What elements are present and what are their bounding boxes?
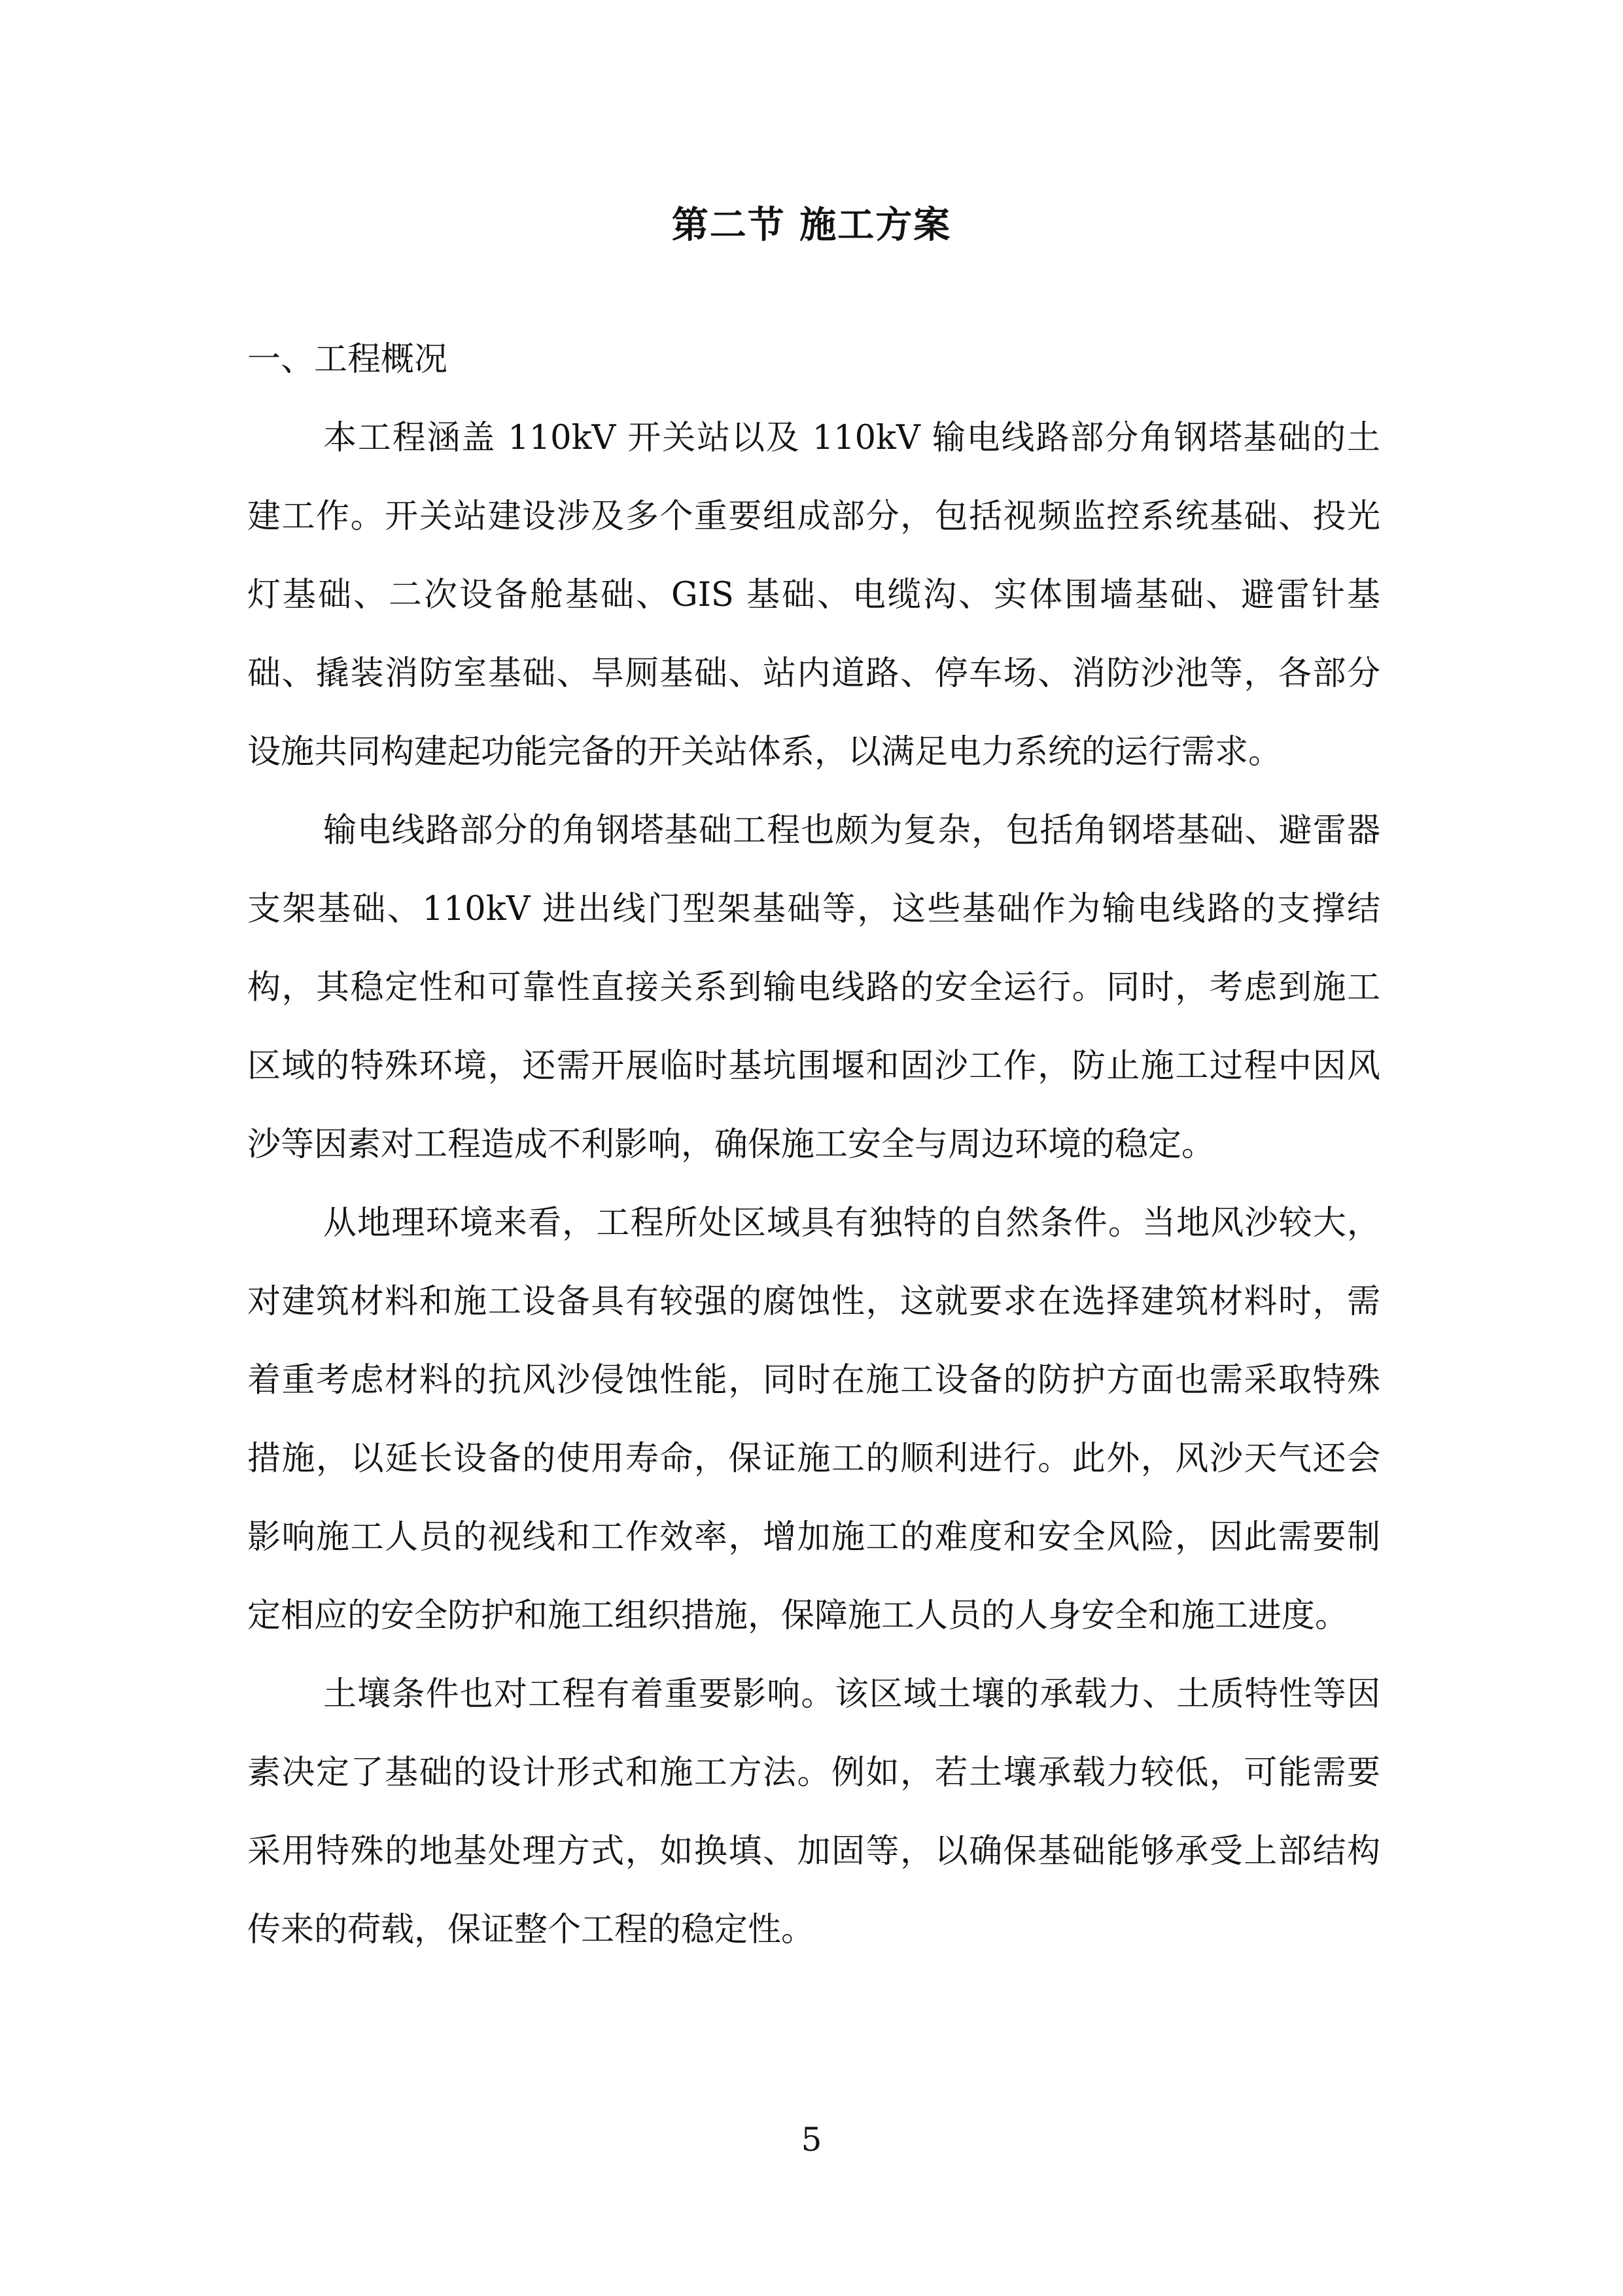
paragraph-soil-conditions: 土壤条件也对工程有着重要影响。该区域土壤的承载力、土质特性等因素决定了基础的设计形式和施工方法。例如，若土壤承载力较低，可能需要采用特殊的地基处理方式，如换填、加固等，以确保基础能够承受上部结构传来的荷载，保证整个工程的稳定性。 xyxy=(247,1675,1380,1949)
paragraph-project-scope: 本工程涵盖 110kV 开关站以及 110kV 输电线路部分角钢塔基础的土建工作。开关站建设涉及多个重要组成部分，包括视频监控系统基础、投光灯基础、二次设备舱基础、GIS 基础、电缆沟、实体围墙基础、避雷针基础、撬装消防室基础、旱厕基础、站内道路、停车场、消防沙池等，各部分设施共同构建起功能完备的开关站体系，以满足电力系统的运行需求。 xyxy=(247,419,1380,771)
section-heading: 一、工程概况 xyxy=(247,340,448,379)
document-body xyxy=(247,321,1380,1969)
paragraph-geography: 从地理环境来看，工程所处区域具有独特的自然条件。当地风沙较大，对建筑材料和施工设备具有较强的腐蚀性，这就要求在选择建筑材料时，需着重考虑材料的抗风沙侵蚀性能，同时在施工设备的防护方面也需采取特殊措施，以延长设备的使用寿命，保证施工的顺利进行。此外，风沙天气还会影响施工人员的视线和工作效率，增加施工的难度和安全风险，因此需要制定相应的安全防护和施工组织措施，保障施工人员的人身安全和施工进度。 xyxy=(247,1204,1380,1635)
paragraph-transmission-line: 输电线路部分的角钢塔基础工程也颇为复杂，包括角钢塔基础、避雷器支架基础、110kV 进出线门型架基础等，这些基础作为输电线路的支撑结构，其稳定性和可靠性直接关系到输电线路的安全运行。同时，考虑到施工区域的特殊环境，还需开展临时基坑围堰和固沙工作，防止施工过程中因风沙等因素对工程造成不利影响，确保施工安全与周边环境的稳定。 xyxy=(247,811,1380,1164)
page-number: 5 xyxy=(801,2121,822,2159)
page-title: 第二节 施工方案 xyxy=(671,204,952,247)
